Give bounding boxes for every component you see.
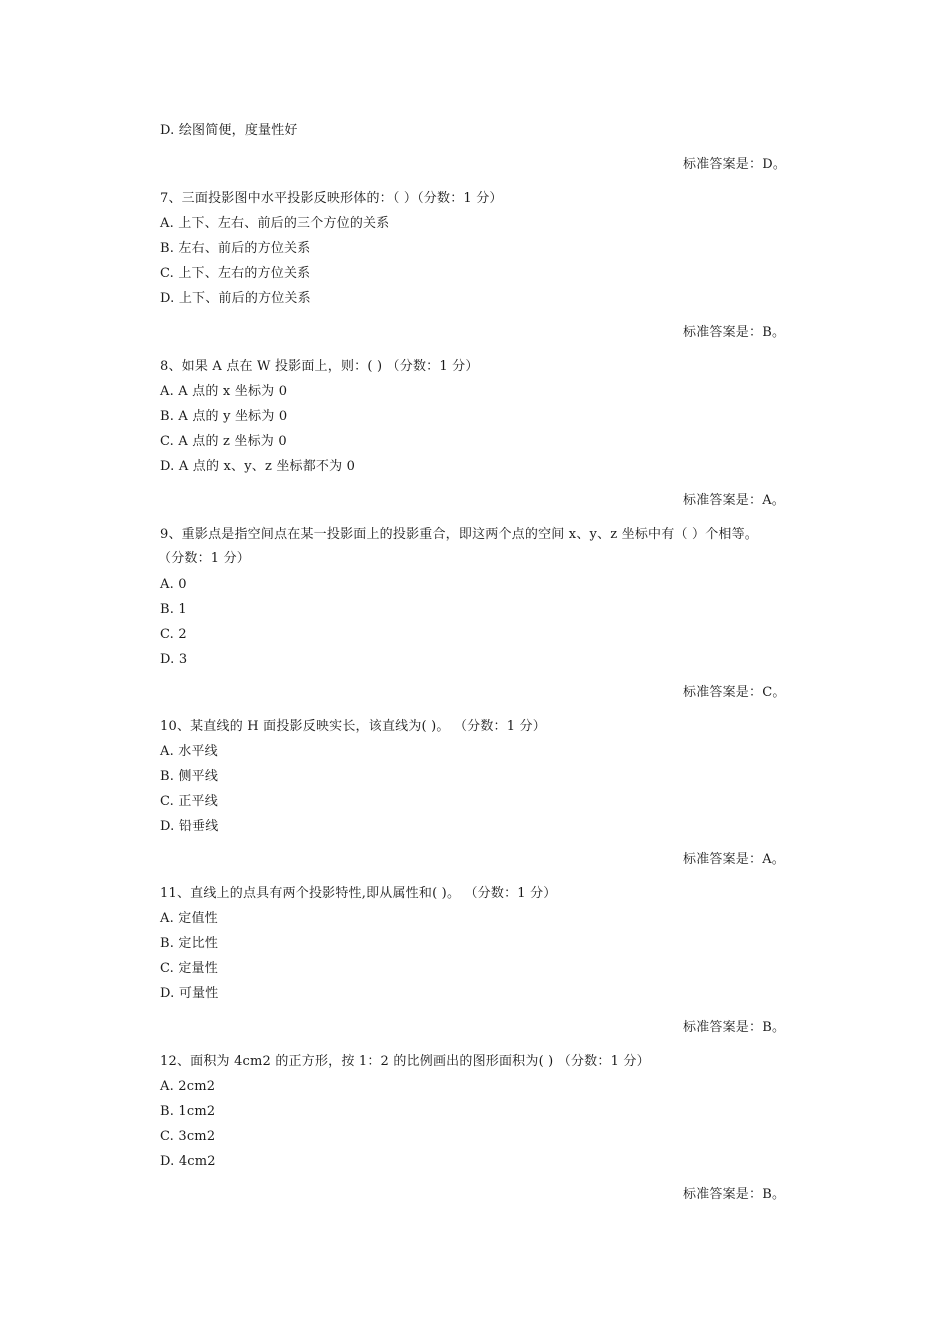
question-7-option-b: B. 左右、前后的方位关系 — [160, 241, 311, 256]
question-10-option-d: D. 铅垂线 — [160, 819, 219, 834]
question-8-option-c: C. A 点的 z 坐标为 0 — [160, 434, 287, 449]
question-12-option-b: B. 1cm2 — [160, 1104, 216, 1119]
question-8-option-b: B. A 点的 y 坐标为 0 — [160, 409, 288, 424]
question-7-option-d: D. 上下、前后的方位关系 — [160, 291, 311, 306]
question-11-option-b: B. 定比性 — [160, 936, 219, 951]
question-10-option-b: B. 侧平线 — [160, 769, 219, 784]
question-9-option-a: A. 0 — [160, 577, 187, 592]
question-10-option-c: C. 正平线 — [160, 794, 218, 809]
question-12-answer: 标准答案是：B。 — [683, 1187, 786, 1202]
question-12-option-c: C. 3cm2 — [160, 1129, 216, 1144]
question-12-option-a: A. 2cm2 — [160, 1079, 216, 1094]
standard-answer-prev: 标准答案是：D。 — [683, 157, 787, 172]
question-7-option-a: A. 上下、左右、前后的三个方位的关系 — [160, 216, 390, 231]
question-11-option-a: A. 定值性 — [160, 911, 218, 926]
question-7-option-c: C. 上下、左右的方位关系 — [160, 266, 311, 281]
question-8-option-d: D. A 点的 x、y、z 坐标都不为 0 — [160, 459, 356, 474]
option-d-prev: D. 绘图简便，度量性好 — [160, 123, 298, 138]
question-9-stem: 9、重影点是指空间点在某一投影面上的投影重合，即这两个点的空间 x、y、z 坐标中有（ ）个相等。 — [160, 527, 758, 542]
question-9-answer: 标准答案是：C。 — [683, 685, 786, 700]
question-11-stem: 11、直线上的点具有两个投影特性,即从属性和( )。 （分数：1 分） — [160, 886, 557, 901]
question-11-option-d: D. 可量性 — [160, 986, 219, 1001]
question-11-option-c: C. 定量性 — [160, 961, 218, 976]
question-10-option-a: A. 水平线 — [160, 744, 218, 759]
question-7-stem: 7、三面投影图中水平投影反映形体的：（ ）（分数：1 分） — [160, 191, 503, 206]
question-10-answer: 标准答案是：A。 — [683, 852, 785, 867]
question-9-option-d: D. 3 — [160, 652, 188, 667]
question-8-stem: 8、如果 A 点在 W 投影面上，则：( ) （分数：1 分） — [160, 359, 479, 374]
question-9-option-b: B. 1 — [160, 602, 187, 617]
question-12-option-d: D. 4cm2 — [160, 1154, 216, 1169]
question-12-stem: 12、面积为 4cm2 的正方形，按 1：2 的比例画出的图形面积为( ) （分数：1 分） — [160, 1054, 650, 1069]
question-9-option-c: C. 2 — [160, 627, 187, 642]
question-10-stem: 10、某直线的 H 面投影反映实长，该直线为( )。 （分数：1 分） — [160, 719, 546, 734]
question-11-answer: 标准答案是：B。 — [683, 1020, 786, 1035]
question-7-answer: 标准答案是：B。 — [683, 325, 786, 340]
question-8-answer: 标准答案是：A。 — [683, 493, 785, 508]
question-8-option-a: A. A 点的 x 坐标为 0 — [160, 384, 288, 399]
question-9-score: （分数：1 分） — [158, 551, 251, 566]
